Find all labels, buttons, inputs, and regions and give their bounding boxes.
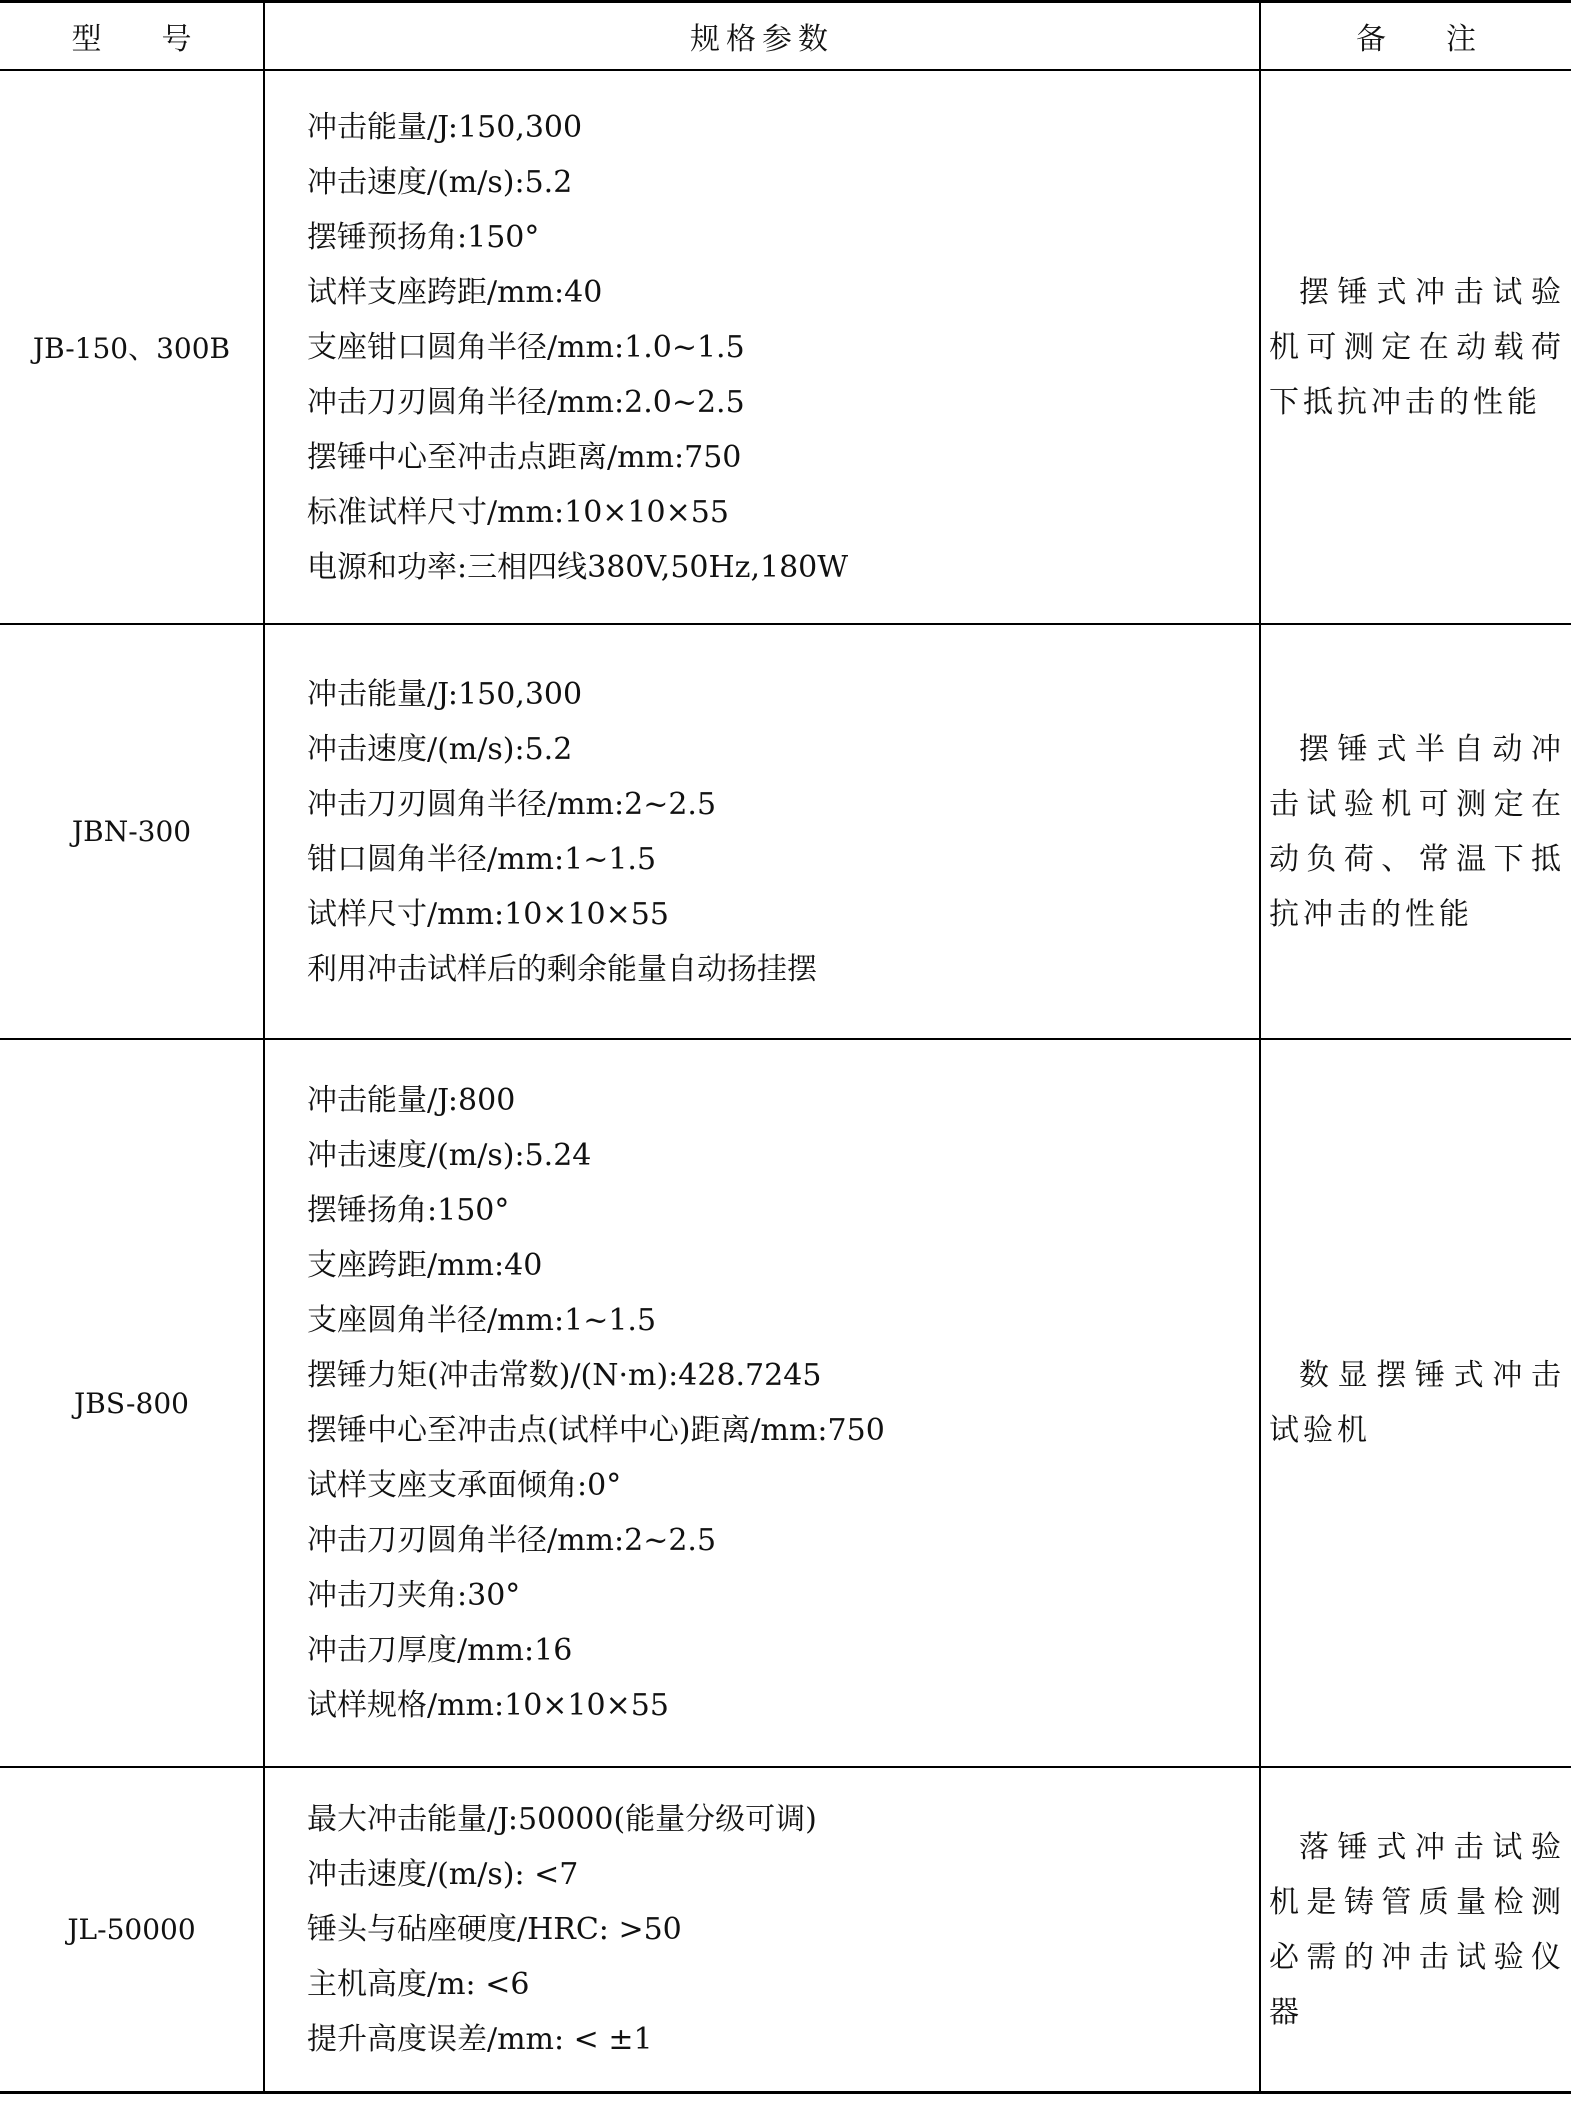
table-row (0, 1767, 1571, 2093)
spec-line: 提升高度误差/mm: < ±1 (307, 2022, 653, 2057)
spec-line: 冲击能量/J:800 (307, 1083, 516, 1118)
spec-line: 钳口圆角半径/mm:1~1.5 (307, 841, 657, 877)
spec-line: 摆锤扬角:150° (307, 1193, 510, 1228)
table-row (0, 1039, 1571, 1767)
spec-line: 冲击速度/(m/s): <7 (307, 1857, 579, 1892)
note-cell (1260, 624, 1571, 1039)
spec-line: 摆锤预扬角:150° (307, 219, 540, 255)
note-text: 摆锤式冲击试验机可测定在动载荷下抵抗冲击的性能 (1269, 274, 1565, 420)
note-cell (1260, 70, 1571, 624)
model-cell: JBN-300 (0, 624, 264, 1039)
spec-line: 冲击刀刃圆角半径/mm:2~2.5 (307, 1523, 717, 1558)
model-cell: JB-150、300B (0, 70, 264, 624)
spec-line: 主机高度/m: <6 (307, 1967, 530, 2002)
note-cell (1260, 1767, 1571, 2093)
spec-line: 试样尺寸/mm:10×10×55 (307, 896, 669, 932)
spec-line: 试样规格/mm:10×10×55 (307, 1688, 669, 1723)
spec-line: 支座圆角半径/mm:1~1.5 (307, 1303, 657, 1338)
note-text: 数显摆锤式冲击试验机 (1269, 1358, 1565, 1448)
table-row (0, 70, 1571, 624)
note-text: 落锤式冲击试验机是铸管质量检测必需的冲击试验仪器 (1269, 1829, 1565, 2030)
spec-line: 冲击速度/(m/s):5.24 (307, 1138, 592, 1173)
header-note: 备 注 (1260, 2, 1571, 71)
model-cell: JBS-800 (0, 1039, 264, 1767)
spec-line: 冲击速度/(m/s):5.2 (307, 731, 573, 767)
spec-cell (264, 1039, 1260, 1767)
spec-line: 冲击能量/J:150,300 (307, 109, 583, 145)
spec-cell (264, 70, 1260, 624)
model-cell: JL-50000 (0, 1767, 264, 2093)
spec-line: 摆锤力矩(冲击常数)/(N·m):428.7245 (307, 1358, 822, 1393)
table-header-row (0, 2, 1571, 71)
spec-line: 支座钳口圆角半径/mm:1.0~1.5 (307, 329, 745, 365)
spec-cell (264, 624, 1260, 1039)
spec-line: 标准试样尺寸/mm:10×10×55 (307, 494, 729, 530)
spec-line: 最大冲击能量/J:50000(能量分级可调) (307, 1802, 817, 1837)
note-text: 摆锤式半自动冲击试验机可测定在动负荷、常温下抵抗冲击的性能 (1269, 731, 1565, 932)
spec-line: 试样支座跨距/mm:40 (307, 274, 603, 310)
spec-line: 冲击刀夹角:30° (307, 1578, 521, 1613)
spec-cell (264, 1767, 1260, 2093)
spec-line: 摆锤中心至冲击点距离/mm:750 (307, 439, 742, 475)
spec-line: 支座跨距/mm:40 (307, 1248, 543, 1283)
spec-line: 试样支座支承面倾角:0° (307, 1468, 622, 1503)
spec-line: 冲击刀刃圆角半径/mm:2.0~2.5 (307, 384, 745, 420)
note-cell (1260, 1039, 1571, 1767)
spec-line: 利用冲击试样后的剩余能量自动扬挂摆 (307, 951, 817, 987)
spec-line: 冲击能量/J:150,300 (307, 676, 583, 712)
header-spec: 规格参数 (264, 2, 1260, 71)
spec-line: 冲击速度/(m/s):5.2 (307, 164, 573, 200)
spec-line: 摆锤中心至冲击点(试样中心)距离/mm:750 (307, 1413, 885, 1448)
spec-line: 冲击刀厚度/mm:16 (307, 1633, 573, 1668)
header-model: 型 号 (0, 2, 264, 71)
spec-line: 冲击刀刃圆角半径/mm:2~2.5 (307, 786, 717, 822)
spec-line: 锤头与砧座硬度/HRC: >50 (307, 1912, 682, 1947)
spec-line: 电源和功率:三相四线380V,50Hz,180W (307, 549, 849, 585)
table-row (0, 624, 1571, 1039)
